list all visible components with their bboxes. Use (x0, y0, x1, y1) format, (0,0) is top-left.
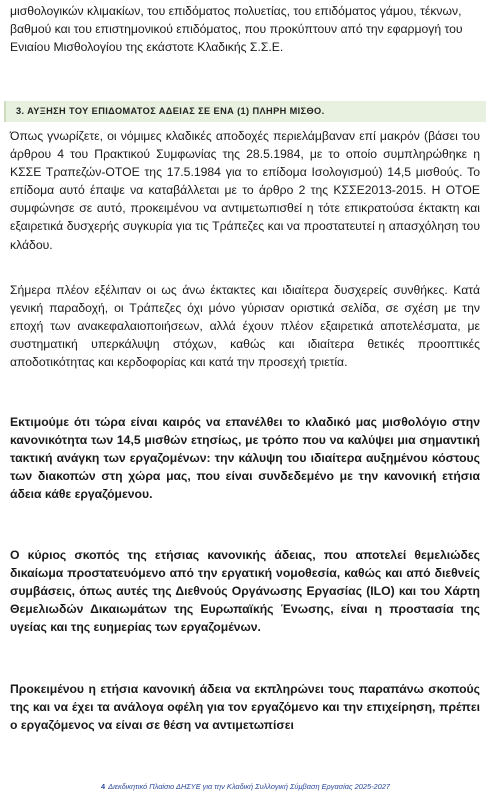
section-heading-bar (4, 101, 486, 122)
footer-text: Διεκδικητικό Πλαίσιο ΔΗΣΥΕ για την Κλαδική Συλλογική Σύμβαση Εργασίας 2025-2027 (108, 782, 390, 791)
paragraph-leave-purpose: Ο κύριος σκοπός της ετήσιας κανονικής άδειας, που αποτελεί θεμελιώδες δικαίωμα προστατευόμενο από την εργατική νομοθεσία, καθώς και από διεθνείς συμβάσεις, όπως αυτές της Διεθνούς Οργάνωσης Εργασίας (ILO) και του Χάρτη Θεμελιωδών Δικαιωμάτων της Ευρωπαϊκής Ένωσης, είναι η προστασία της υγείας και της ευημερίας των εργαζομένων. (10, 548, 480, 635)
intro-paragraph: μισθολογικών κλιμακίων, του επιδόματος πολυετίας, του επιδόματος γάμου, τέκνων, βαθμού και του επιστημονικού επιδόματος, που προκύπτουν από την εφαρμογή του Ενιαίου Μισθολογίου της εκάστοτε Κλαδικής Σ.Σ.Ε. (10, 4, 463, 55)
paragraph-current-conditions: Σήμερα πλέον εξέλιπαν οι ως άνω έκτακτες και ιδιαίτερα δυσχερείς συνθήκες. Κατά γενική παραδοχή, οι Τράπεζες όχι μόνο γύρισαν οριστικά σελίδα, σε σχέση με την εποχή των ανακεφαλαιοποιήσεων, αλλά έχουν πλέον εξαιρετικά αποτελέσματα, με συστηματική υπερκάλυψη στόχων, καθώς και ιδιαίτερα θετικές προοπτικές αποδοτικότητας και κερδοφορίας και κατά την προσεχή τριετία. (10, 283, 480, 370)
page-footer (0, 782, 491, 791)
paragraph-proposal: Εκτιμούμε ότι τώρα είναι καιρός να επανέλθει το κλαδικό μας μισθολόγιο στην κανονικότητα των 14,5 μισθών ετησίως, με τρόπο που να καλύψει μια σημαντική τακτική ανάγκη των εργαζομένων: την κάλυψη του ιδιαίτερα αυξημένου κόστους των διακοπών στη χώρα μας, που είναι συνδεδεμένο με την κανονική ετήσια άδεια κάθε εργαζόμενου. (10, 415, 480, 502)
paragraph-leave-requirements: Προκειμένου η ετήσια κανονική άδεια να εκπληρώνει τους παραπάνω σκοπούς της και να έχει τα ανάλογα οφέλη για τον εργαζόμενο και την επιχείρηση, πρέπει ο εργαζόμενος να είναι σε θέση να αντιμετωπίσει (10, 682, 480, 733)
page-number: 4 (101, 782, 106, 791)
paragraph-history: Όπως γνωρίζετε, οι νόμιμες κλαδικές αποδοχές περιελάμβαναν επί μακρόν (βάσει του άρθρου 4 του Πρακτικού Συμφωνίας της 28.5.1984, με το οποίο συμπληρώθηκε η ΚΣΣΕ Τραπεζών-ΟΤΟΕ της 17.5.1984 για το επίδομα Ισολογισμού) 14,5 μισθούς. Το επίδομα αυτό έπαψε να καταβάλλεται με το άρθρο 2 της ΚΣΣΕ2013-2015. Η ΟΤΟΕ συμφώνησε σε αυτό, προκειμένου να αντιμετωπισθεί η τότε επικρατούσα έκτακτη και εξαιρετικά δυσχερής συγκυρία για τις Τράπεζες και να προστατευτεί η απασχόληση του κλάδου. (10, 129, 480, 252)
section-heading: 3. ΑΥΞΗΣΗ ΤΟΥ ΕΠΙΔΟΜΑΤΟΣ ΑΔΕΙΑΣ ΣΕ ΕΝΑ (1) ΠΛΗΡΗ ΜΙΣΘΟ. (16, 106, 325, 116)
